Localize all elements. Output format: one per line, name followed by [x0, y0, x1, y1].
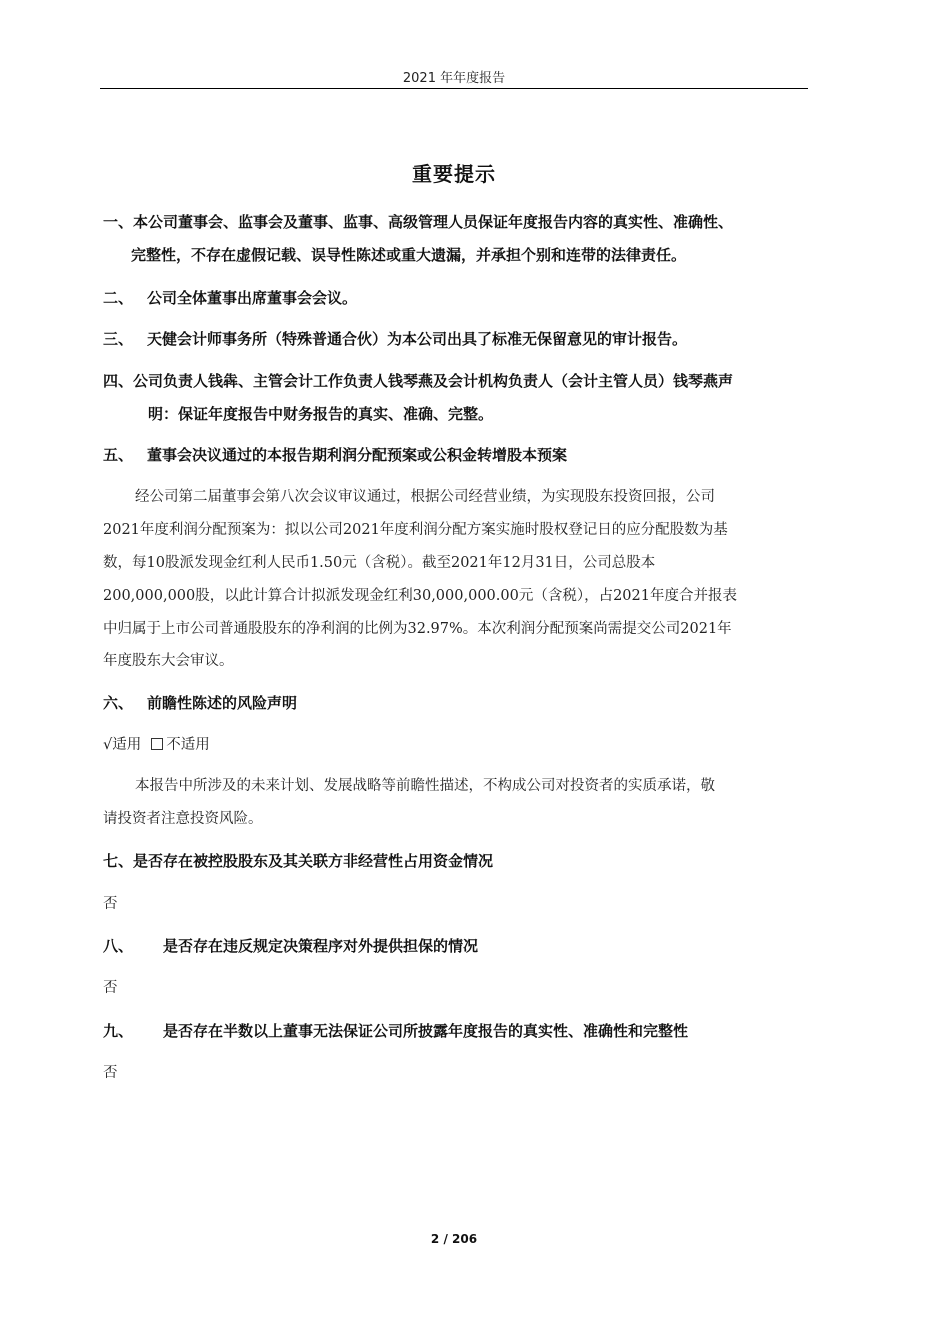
unchecked-box-icon: [151, 738, 163, 750]
item-1-line-2: 完整性，不存在虚假记载、误导性陈述或重大遗漏，并承担个别和连带的法律责任。: [131, 246, 687, 264]
item-6-text: 前瞻性陈述的风险声明: [147, 694, 298, 712]
item-4: [103, 369, 733, 393]
item-9-number: 九、: [103, 1022, 134, 1040]
item-5: [103, 443, 567, 467]
item-2-text: 公司全体董事出席董事会会议。: [147, 289, 358, 307]
not-applicable-label: 不适用: [166, 737, 210, 753]
item-2-number: 二、: [103, 289, 134, 307]
item-7-number: 七、: [103, 852, 134, 870]
item-3-number: 三、: [103, 330, 134, 348]
item-9: [103, 1019, 688, 1043]
item-1-number: 一、: [103, 213, 134, 231]
item-7-text: 是否存在被控股股东及其关联方非经营性占用资金情况: [133, 852, 494, 870]
item-9-text: 是否存在半数以上董事无法保证公司所披露年度报告的真实性、准确性和完整性: [163, 1022, 689, 1040]
item-6-paragraph-line-1: 本报告中所涉及的未来计划、发展战略等前瞻性描述，不构成公司对投资者的实质承诺，敬: [135, 778, 715, 794]
item-5-paragraph-line-6: 年度股东大会审议。: [103, 653, 234, 669]
item-7-answer: 否: [103, 896, 118, 912]
item-4-number: 四、: [103, 372, 134, 390]
item-5-text: 董事会决议通过的本报告期利润分配预案或公积金转增股本预案: [147, 446, 568, 464]
item-8-text: 是否存在违反规定决策程序对外提供担保的情况: [163, 937, 479, 955]
item-1-line-1: 本公司董事会、监事会及董事、监事、高级管理人员保证年度报告内容的真实性、准确性、: [133, 213, 734, 231]
header-rule: [100, 88, 808, 89]
item-6: [103, 691, 297, 715]
item-5-paragraph-line-5: 中归属于上市公司普通股股东的净利润的比例为32.97%。本次利润分配预案尚需提交公司2021年: [103, 621, 732, 637]
item-5-paragraph-line-1: 经公司第二届董事会第八次会议审议通过，根据公司经营业绩，为实现股东投资回报，公司: [135, 489, 715, 505]
page-number: 2 / 206: [430, 1232, 478, 1246]
item-5-paragraph-line-4: 200,000,000股，以此计算合计拟派发现金红利30,000,000.00元（含税），占2021年度合并报表: [103, 588, 737, 604]
item-5-paragraph-line-3: 数，每10股派发现金红利人民币1.50元（含税）。截至2021年12月31日，公司总股本: [103, 555, 656, 571]
item-6-paragraph-line-2: 请投资者注意投资风险。: [103, 811, 263, 827]
applicable-checked: √适用: [103, 737, 142, 753]
item-4-line-2: 明：保证年度报告中财务报告的真实、准确、完整。: [148, 405, 494, 423]
item-3: [103, 327, 687, 351]
page-title: 重要提示: [412, 162, 496, 186]
item-8-number: 八、: [103, 937, 134, 955]
item-7: [103, 849, 493, 873]
item-6-number: 六、: [103, 694, 134, 712]
item-1: [103, 210, 733, 234]
applicability-checkboxes: [103, 733, 210, 757]
item-3-text: 天健会计师事务所（特殊普通合伙）为本公司出具了标准无保留意见的审计报告。: [147, 330, 688, 348]
item-2: [103, 286, 357, 310]
item-4-line-1: 公司负责人钱犇、主管会计工作负责人钱琴燕及会计机构负责人（会计主管人员）钱琴燕声: [133, 372, 734, 390]
item-8-answer: 否: [103, 980, 118, 996]
item-5-paragraph-line-2: 2021年度利润分配预案为：拟以公司2021年度利润分配方案实施时股权登记日的应分配股数为基: [103, 522, 728, 538]
item-9-answer: 否: [103, 1065, 118, 1081]
item-5-number: 五、: [103, 446, 134, 464]
running-header: 2021 年年度报告: [402, 71, 506, 86]
item-8: [103, 934, 478, 958]
